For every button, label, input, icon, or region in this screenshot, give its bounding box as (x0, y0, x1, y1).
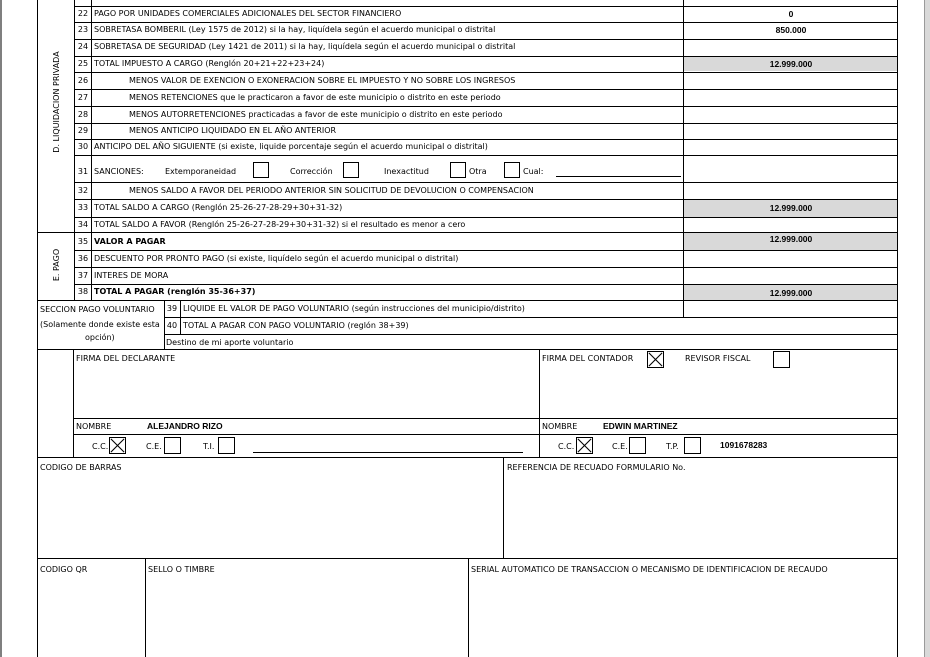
row-number: 32 (77, 186, 89, 195)
row-label: TOTAL SALDO A FAVOR (Renglón 25-26-27-28-29+30+31-32) si el resultado es menor a cero (94, 220, 466, 229)
fiscal-reviewer-label: REVISOR FISCAL (685, 354, 751, 363)
row-label: TOTAL SALDO A CARGO (Renglón 25-26-27-28-29+30+31-32) (94, 203, 343, 212)
number-col-divider (91, 0, 92, 300)
voluntary-section-note: (Solamente donde existe esta (40, 320, 160, 329)
declarant-ce-checkbox[interactable] (164, 437, 181, 454)
row-label: MENOS ANTICIPO LIQUIDADO EN EL AÑO ANTERIOR (129, 126, 337, 135)
declarant-cc-checkbox[interactable] (109, 437, 126, 454)
qr-code-label: CODIGO QR (40, 565, 88, 574)
voluntary-destination-label: Destino de mi aporte voluntario (166, 338, 294, 347)
window-scrollbar[interactable] (924, 0, 930, 657)
row-value-38[interactable]: 12.999.000 (769, 288, 813, 298)
declarant-signature-label: FIRMA DEL DECLARANTE (76, 354, 176, 363)
serial-label: SERIAL AUTOMATICO DE TRANSACCION O MECANISMO DE IDENTIFICACION DE RECAUDO (471, 565, 828, 574)
row-number: 23 (77, 25, 89, 34)
row-label: SOBRETASA BOMBERIL (Ley 1575 de 2012) si la hay, liquídela según el acuerdo municipal o distrital (94, 25, 496, 34)
barcode-label: CODIGO DE BARRAS (40, 463, 122, 472)
row-number: 25 (77, 59, 89, 68)
row-number: 31 (77, 167, 89, 176)
row-number: 39 (166, 304, 178, 313)
sanction-label-extemporaneidad: Extemporaneidad (165, 167, 237, 176)
row-value-33[interactable]: 12.999.000 (769, 203, 813, 213)
sanction-label-correccion: Corrección (290, 167, 333, 176)
declarant-name[interactable]: ALEJANDRO RIZO (147, 421, 223, 431)
declarant-ce-label: C.E. (146, 442, 162, 451)
row-label: LIQUIDE EL VALOR DE PAGO VOLUNTARIO (según instrucciones del municipio/distrito) (183, 304, 525, 313)
row-number: 27 (77, 93, 89, 102)
row-label: TOTAL IMPUESTO A CARGO (Renglón 20+21+22+23+24) (94, 59, 325, 68)
x-mark-icon (110, 438, 125, 453)
sanction-label-cual: Cual: (523, 167, 544, 176)
sanction-label-otra: Otra (469, 167, 487, 176)
sanction-checkbox-extemporaneidad[interactable] (253, 162, 269, 178)
row-number: 33 (77, 203, 89, 212)
accountant-name[interactable]: EDWIN MARTINEZ (603, 421, 678, 431)
row-label: ANTICIPO DEL AÑO SIGUIENTE (si existe, liquide porcentaje según el acuerdo municipal o distrital) (94, 142, 488, 151)
sanction-checkbox-correccion[interactable] (343, 162, 359, 178)
row-label: VALOR A PAGAR (94, 237, 166, 246)
seal-label: SELLO O TIMBRE (148, 565, 215, 574)
row-label: PAGO POR UNIDADES COMERCIALES ADICIONALES DEL SECTOR FINANCIERO (94, 9, 402, 18)
section-label-private: D. LIQUIDACION PRIVADA (52, 51, 61, 153)
accountant-signature-label: FIRMA DEL CONTADOR (542, 354, 634, 363)
sanction-label-inexactitud: Inexactitud (384, 167, 429, 176)
row-value-35[interactable]: 12.999.000 (769, 234, 813, 244)
window-left-edge (0, 0, 2, 657)
reference-label: REFERENCIA DE RECUADO FORMULARIO No. (507, 463, 686, 472)
accountant-ce-checkbox[interactable] (629, 437, 646, 454)
section-label-payment: E. PAGO (52, 248, 61, 282)
row-number: 38 (77, 287, 89, 296)
signature-underline (253, 452, 523, 453)
voluntary-section-title: SECCION PAGO VOLUNTARIO (40, 305, 155, 314)
row-label: TOTAL A PAGAR (renglón 35-36+37) (94, 287, 256, 296)
declarant-ti-label: T.I. (203, 442, 215, 451)
row-number: 24 (77, 42, 89, 51)
section-col-divider (74, 0, 75, 300)
row-number: 30 (77, 142, 89, 151)
sanction-checkbox-inexactitud[interactable] (450, 162, 466, 178)
x-mark-icon (648, 352, 663, 367)
row-number: 40 (166, 321, 178, 330)
row-label: INTERES DE MORA (94, 271, 169, 280)
row-number: 35 (77, 237, 89, 246)
accountant-ce-label: C.E. (612, 442, 628, 451)
accountant-tp-number[interactable]: 1091678283 (720, 440, 768, 450)
value-col-divider (683, 0, 684, 317)
row-value-22[interactable]: 0 (788, 9, 794, 19)
accountant-cc-checkbox[interactable] (576, 437, 593, 454)
accountant-cc-label: C.C. (558, 442, 575, 451)
row-label: DESCUENTO POR PRONTO PAGO (si existe, liquídelo según el acuerdo municipal o distrital) (94, 254, 459, 263)
row-label: SANCIONES: (94, 167, 144, 176)
voluntary-section-note-end: opción) (85, 333, 115, 342)
row-number: 26 (77, 76, 89, 85)
sanction-checkbox-otra[interactable] (504, 162, 520, 178)
row-label: SOBRETASA DE SEGURIDAD (Ley 1421 de 2011) si la hay, liquídela según el acuerdo municipal o distrital (94, 42, 516, 51)
accountant-name-label: NOMBRE (542, 422, 578, 431)
row-number: 37 (77, 271, 89, 280)
row-label: MENOS RETENCIONES que le practicaron a favor de este municipio o distrito en este periodo (129, 93, 501, 102)
row-label: MENOS AUTORRETENCIONES practicadas a favor de este municipio o distrito en este periodo (129, 110, 503, 119)
row-label: MENOS SALDO A FAVOR DEL PERIODO ANTERIOR SIN SOLICITUD DE DEVOLUCION O COMPENSACION (129, 186, 534, 195)
accountant-checkbox[interactable] (647, 351, 664, 368)
declarant-ti-checkbox[interactable] (218, 437, 235, 454)
accountant-tp-checkbox[interactable] (684, 437, 701, 454)
sanction-other-line (556, 176, 681, 177)
fiscal-reviewer-checkbox[interactable] (773, 351, 790, 368)
row-value-25[interactable]: 12.999.000 (769, 59, 813, 69)
declarant-cc-label: C.C. (92, 442, 109, 451)
row-label: MENOS VALOR DE EXENCION O EXONERACION SOBRE EL IMPUESTO Y NO SOBRE LOS INGRESOS (129, 76, 516, 85)
row-value-23[interactable]: 850.000 (775, 25, 807, 35)
row-number: 28 (77, 110, 89, 119)
row-number: 22 (77, 9, 89, 18)
row-number: 36 (77, 254, 89, 263)
row-number: 34 (77, 220, 89, 229)
row-label: TOTAL A PAGAR CON PAGO VOLUNTARIO (reglón 38+39) (183, 321, 409, 330)
declarant-name-label: NOMBRE (76, 422, 112, 431)
x-mark-icon (577, 438, 592, 453)
row-number: 29 (77, 126, 89, 135)
accountant-tp-label: T.P. (666, 442, 679, 451)
